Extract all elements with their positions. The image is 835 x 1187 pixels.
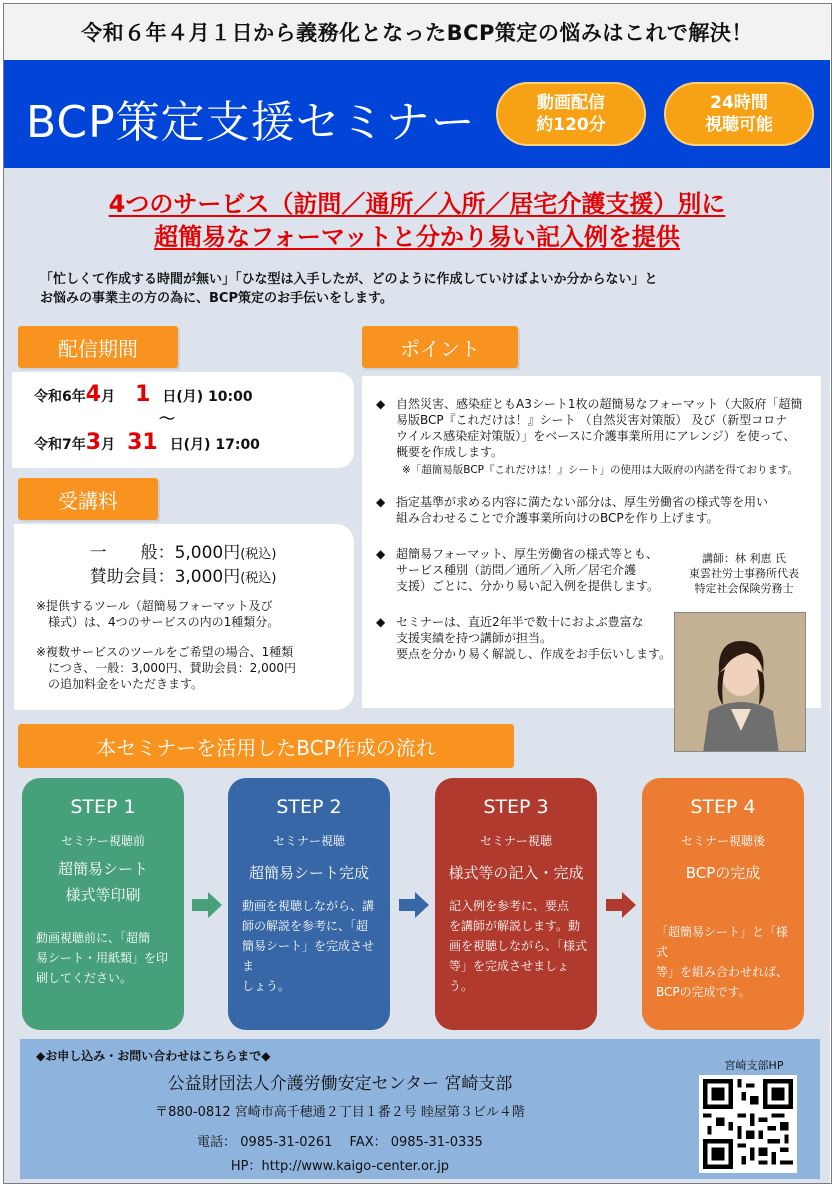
step-body-line: 師の解説を参考に、「超 — [242, 919, 369, 933]
fee-label: 受講料 — [18, 478, 158, 520]
point-line: セミナーは、直近2年半で数十におよぶ豊富な — [396, 615, 644, 629]
step-1-card — [22, 778, 184, 1030]
arrow-right-icon — [399, 892, 429, 918]
badge-video-length — [496, 82, 646, 146]
period-unit: 日(月) — [169, 437, 211, 453]
point-line: 支援実績を持つ講師が担当。 — [396, 631, 553, 645]
period-era: 令和7年 — [34, 437, 86, 453]
point-text — [396, 614, 671, 662]
fee-box — [14, 524, 354, 710]
step-body-line: 簡易シート」を完成させま — [242, 939, 375, 973]
period-start — [34, 382, 253, 407]
point-text — [396, 546, 659, 594]
intro-line: お悩みの事業主の方の為に、BCP策定のお手伝いをします。 — [40, 291, 393, 306]
step-sub: セミナー視聴後 — [680, 834, 765, 848]
period-unit: 日(月) — [162, 389, 204, 405]
lecturer-org: 東雲社労士事務所代表 — [689, 567, 799, 580]
point-line: 概要を作成します。 — [396, 445, 504, 459]
point-line: ウイルス感染症対策版）」をベースに介護事業所用にアレンジ）を使って、 — [396, 429, 796, 443]
diamond-icon: ◆ — [376, 547, 386, 561]
contact-heading: ◆お申し込み・お問い合わせはこちらまで◆ — [36, 1049, 271, 1063]
step-body-line: しょう。 — [242, 979, 291, 993]
period-box — [12, 372, 354, 468]
flyer — [3, 3, 832, 1184]
step-head: 様式等の記入・完成 — [448, 864, 584, 882]
headline — [4, 188, 830, 254]
step-head: BCPの完成 — [685, 864, 761, 882]
fee-note-line: ※提供するツール（超簡易フォーマット及び — [36, 599, 273, 613]
point-line: 組み合わせることで介護事業所向けのBCPを作り上げます。 — [396, 511, 719, 525]
period-end — [34, 430, 260, 455]
point-line: 指定基準が求める内容に満たない部分は、厚生労働省の様式等を用い — [396, 495, 769, 509]
period-month: 4 — [85, 382, 102, 407]
content-area — [4, 168, 830, 1184]
point-line: 支援）ごとに、分かり易い記入例を提供します。 — [396, 579, 660, 593]
step-head: 様式等印刷 — [65, 886, 141, 904]
badge-line: 視聴可能 — [705, 115, 773, 135]
headline-line: 4つのサービス（訪問／通所／入所／居宅介護支援）別に — [108, 190, 726, 218]
diamond-icon: ◆ — [376, 495, 386, 509]
step-body-line: 等」を完成させましょう。 — [449, 959, 570, 993]
step-body-line: 記入例を参考に、要点 — [449, 899, 570, 913]
point-text — [396, 494, 768, 526]
step-sub: セミナー視聴 — [479, 834, 552, 848]
top-banner: 令和６年４月１日から義務化となったBCP策定の悩みはこれで解決！ — [4, 4, 830, 60]
fee-note-line: ※複数サービスのツールをご希望の場合、1種類 — [36, 645, 294, 659]
step-2-card — [228, 778, 390, 1030]
period-day: 1 — [135, 382, 151, 407]
point-line: 自然災害、感染症ともA3シート1枚の超簡易なフォーマット（大阪府「超簡 — [396, 397, 803, 411]
period-tilde: ～ — [159, 409, 176, 428]
step-title: STEP 3 — [483, 796, 549, 818]
lecturer-info — [664, 551, 824, 596]
step-sub: セミナー視聴前 — [60, 834, 145, 848]
diamond-icon: ◆ — [376, 615, 386, 629]
arrow-right-icon — [606, 892, 636, 918]
step-4-card — [642, 778, 804, 1030]
step-body — [656, 922, 796, 1002]
headline-line: 超簡易なフォーマットと分かり易い記入例を提供 — [154, 223, 680, 251]
step-title: STEP 1 — [70, 796, 136, 818]
fee-member — [14, 562, 352, 587]
fee-general — [14, 538, 352, 563]
step-body — [242, 896, 382, 996]
badge-24h — [664, 82, 814, 146]
contact-address: 〒880-0812 宮崎市高千穂通２丁目１番２号 睦屋第３ビル４階 — [155, 1105, 525, 1120]
step-head: 超簡易シート — [57, 860, 148, 878]
flow-label: 本セミナーを活用したBCP作成の流れ — [18, 724, 514, 768]
point-line: 要点を分かり易く解説し、作成をお手伝いします。 — [396, 647, 672, 661]
step-body-line: BCPの完成です。 — [656, 985, 751, 999]
period-day: 31 — [127, 430, 158, 455]
point-line: サービス種別（訪問／通所／入所／居宅介護 — [396, 563, 637, 577]
step-body — [449, 896, 589, 996]
fee-member-text: 賛助会員：3,000円 — [89, 567, 241, 587]
period-label: 配信期間 — [18, 326, 178, 368]
lecturer-name: 講師：林 利恵 氏 — [702, 552, 786, 565]
points-label: ポイント — [362, 326, 518, 368]
contact-org: 公益財団法人介護労働安定センター 宮崎支部 — [167, 1074, 513, 1094]
step-body-line: 「超簡易シート」と「様式 — [656, 925, 789, 959]
badge-line: 約120分 — [536, 115, 606, 135]
period-time: 17:00 — [215, 437, 260, 453]
diamond-icon: ◆ — [376, 397, 386, 411]
point-1-note: ※「超簡易版BCP『これだけは！』シート」の使用は大阪府の内諾を得ております。 — [402, 464, 799, 476]
period-unit: 月 — [101, 389, 116, 405]
period-era: 令和6年 — [34, 389, 86, 405]
lecturer-title: 特定社会保険労務士 — [694, 582, 794, 595]
step-body-line: 易シート・用紙類」を印 — [36, 951, 169, 965]
period-unit: 月 — [101, 437, 116, 453]
fee-tax: (税込) — [240, 571, 277, 586]
contact-tel-fax: 電話： 0985-31-0261 FAX： 0985-31-0335 — [197, 1135, 483, 1150]
step-body-line: 刷してください。 — [36, 971, 133, 985]
fee-note-line: の追加料金をいただきます。 — [36, 677, 204, 691]
qr-label: 宮崎支部HP — [724, 1059, 784, 1072]
step-body-line: 動画視聴前に、「超簡 — [36, 931, 151, 945]
contact-box — [20, 1039, 820, 1179]
step-sub: セミナー視聴 — [272, 834, 345, 848]
qr-code-icon[interactable] — [699, 1075, 797, 1173]
fee-note-line: につき、一般：3,000円、賛助会員：2,000円 — [36, 661, 296, 675]
period-time: 10:00 — [208, 389, 253, 405]
main-title: BCP策定支援セミナー — [26, 97, 476, 148]
period-month: 3 — [85, 430, 102, 455]
step-title: STEP 4 — [690, 796, 756, 818]
lecturer-photo — [674, 612, 806, 752]
fee-general-text: 一 般：5,000円 — [89, 543, 241, 563]
fee-note-1 — [36, 598, 336, 630]
point-text — [396, 396, 802, 460]
point-line: 超簡易フォーマット、厚生労働省の様式等とも、 — [396, 547, 658, 561]
intro-line: 「忙しくて作成する時間が無い」「ひな型は入手したが、どのように作成していけばよいか分からない」と — [40, 272, 658, 287]
badge-line: 24時間 — [710, 93, 768, 113]
step-body-line: を講師が解説します。動 — [449, 919, 581, 933]
badge-line: 動画配信 — [537, 93, 605, 113]
point-line: 易版BCP『これだけは！』シート （自然災害対策版） 及び（新型コロナ — [396, 413, 788, 427]
step-body — [36, 928, 176, 988]
step-body-line: 画を視聴しながら、「様式 — [449, 939, 588, 953]
intro-text — [40, 270, 810, 308]
step-body-line: 等」を組み合わせれば、 — [656, 965, 789, 979]
title-bar — [4, 60, 830, 168]
step-title: STEP 2 — [276, 796, 342, 818]
arrow-right-icon — [192, 892, 222, 918]
contact-hp: HP：http://www.kaigo-center.or.jp — [230, 1159, 450, 1174]
fee-note-2 — [36, 644, 336, 692]
step-body-line: 動画を視聴しながら、講 — [242, 899, 375, 913]
fee-note-line: 様式）は、4つのサービスの内の1種類分。 — [36, 615, 280, 629]
step-3-card — [435, 778, 597, 1030]
fee-tax: (税込) — [240, 547, 277, 562]
step-head: 超簡易シート完成 — [248, 864, 369, 882]
